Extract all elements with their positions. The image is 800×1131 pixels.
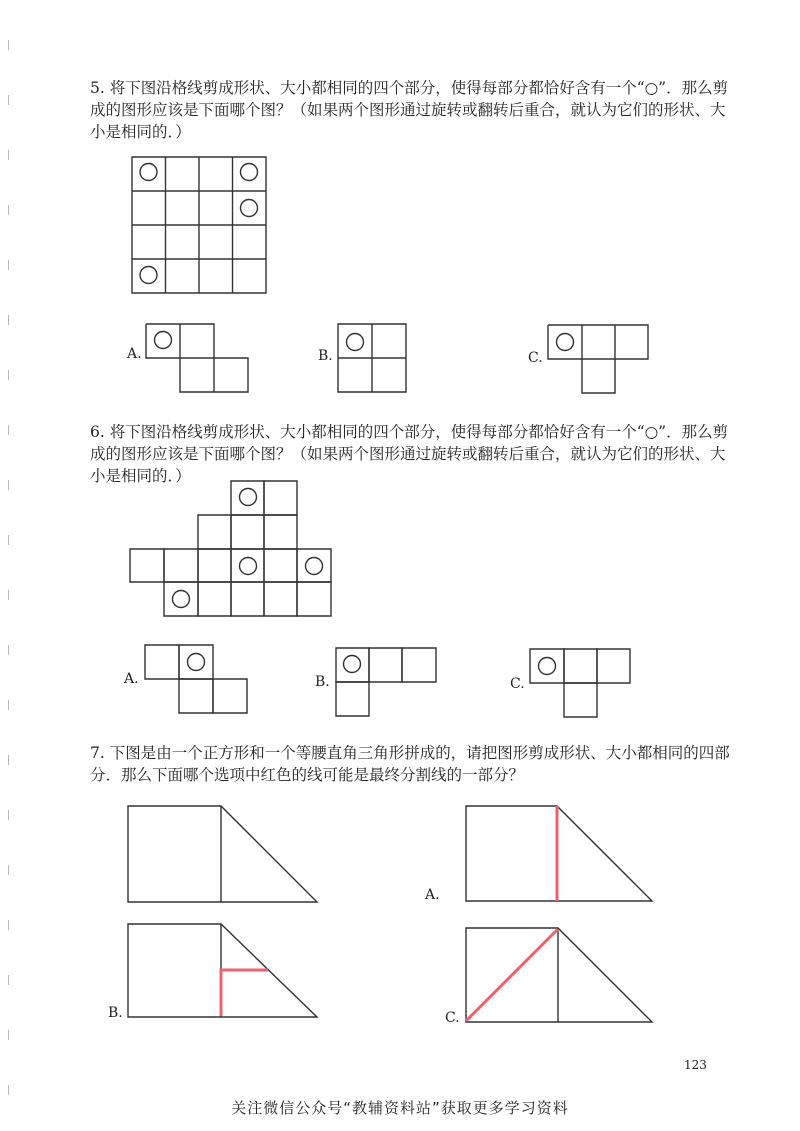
- q6-option-b-shape: [336, 648, 436, 716]
- q5-main-grid: [132, 157, 266, 293]
- q7-option-a-label[interactable]: A.: [425, 887, 440, 903]
- q6-option-a-shape: [145, 645, 247, 713]
- question-5-number: 5.: [90, 79, 105, 97]
- q6-option-c-shape: [530, 649, 630, 717]
- q6-option-c-label[interactable]: C.: [510, 676, 525, 692]
- q7-b-red-line: [221, 970, 268, 1016]
- question-6-body: 将下图沿格线剪成形状、大小都相同的四个部分，使得每部分都恰好含有一个“○”．那么剪成的图形应该是下面哪个图？（如果两个图形通过旋转或翻转后重合，就认为它们的形状、大小是相同的．）: [90, 423, 729, 485]
- question-7-body: 下图是由一个正方形和一个等腰直角三角形拼成的，请把图形剪成形状、大小都相同的四部分．那么下面哪个选项中红色的线可能是最终分割线的一部分？: [90, 744, 730, 784]
- q5-circle-4: [140, 267, 157, 284]
- footer-note: 关注微信公众号“教辅资料站”获取更多学习资料: [231, 1099, 569, 1117]
- q5-circle-2: [241, 164, 258, 181]
- q7-main-figure: [128, 806, 317, 902]
- q6-option-b-label[interactable]: B.: [315, 674, 330, 690]
- page-number: 123: [684, 1058, 707, 1072]
- q7-option-a-shape: [466, 806, 652, 901]
- q5-circle-3: [241, 200, 258, 217]
- q6-circle-4: [173, 591, 190, 608]
- q5-option-a-shape: [146, 324, 248, 392]
- q7-option-b-label[interactable]: B.: [108, 1005, 123, 1021]
- q6-circle-3: [306, 558, 323, 575]
- question-7-number: 7.: [90, 744, 105, 762]
- q6-circle-2: [240, 558, 257, 575]
- q7-option-b-shape: [128, 924, 317, 1017]
- q5-option-b-label[interactable]: B.: [318, 348, 333, 364]
- q5-circle-1: [140, 164, 157, 181]
- q6-circle-1: [240, 489, 257, 506]
- q5-option-b-shape: [338, 324, 406, 392]
- q5-option-c-shape: [548, 325, 648, 393]
- q6-main-figure: [130, 481, 331, 616]
- q7-c-red-line: [466, 929, 558, 1021]
- question-6-number: 6.: [90, 423, 105, 441]
- q7-option-c-shape: [466, 928, 652, 1022]
- question-5-body: 将下图沿格线剪成形状、大小都相同的四个部分，使得每部分都恰好含有一个“○”．那么剪成的图形应该是下面哪个图？（如果两个图形通过旋转或翻转后重合，就认为它们的形状、大小是相同的．）: [90, 79, 729, 141]
- q5-option-a-label[interactable]: A.: [127, 346, 142, 362]
- q7-option-c-label[interactable]: C.: [445, 1010, 460, 1026]
- q5-option-c-label[interactable]: C.: [528, 350, 543, 366]
- q6-option-a-label[interactable]: A.: [124, 671, 139, 687]
